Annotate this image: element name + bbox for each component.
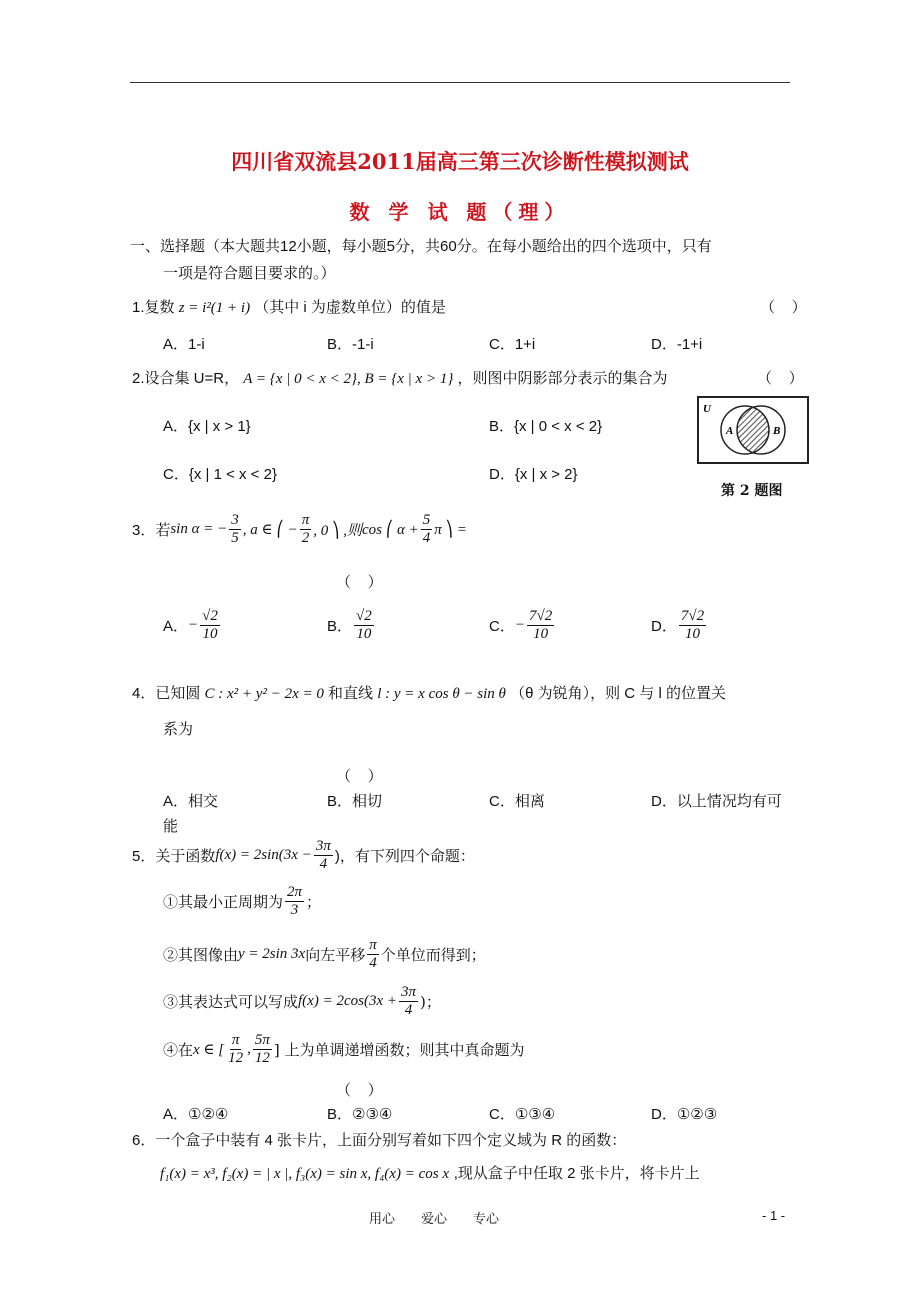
q3-label: 3．若: [132, 521, 171, 539]
q4-option-d-wrap: 能: [163, 818, 179, 835]
q5-frac: [314, 838, 333, 872]
q3-f2-num: π: [301, 512, 310, 528]
q3-d-frac: [679, 608, 706, 642]
q4-text-a: 4．已知圆: [132, 685, 201, 702]
q4-line-expr: l : y = x cos θ − sin θ: [377, 686, 506, 702]
venn-label-u: U: [703, 403, 711, 415]
q3-option-c: [489, 608, 556, 642]
q3-d-num: 7√2: [680, 608, 705, 624]
q5-p3-den: 4: [404, 1001, 413, 1018]
venn-label-a: A: [726, 425, 734, 437]
q5-option-c: C．①③④: [489, 1106, 556, 1123]
q2-tail: ，则图中阴影部分表示的集合为: [457, 370, 668, 387]
q3-f3-num: 5: [422, 512, 431, 528]
q5-p3-frac: [399, 984, 418, 1018]
q2-label: 2.设合集 U=R，: [132, 370, 240, 387]
q3-option-d: [651, 608, 708, 642]
q4-answer-bracket: （ ）: [336, 768, 383, 785]
q1-answer-bracket: （ ）: [760, 299, 807, 316]
q5-tail: )，有下列四个命题：: [334, 847, 475, 865]
q1-option-c: C．1+i: [489, 336, 536, 353]
q5-p1-frac: [285, 884, 304, 918]
q5-p2-den: 4: [369, 954, 377, 971]
q3-end: π ⎞ =: [434, 521, 467, 538]
q5-proposition-1: [163, 884, 321, 918]
q3-c-frac: [527, 608, 554, 642]
q3-frac-5-4: [421, 512, 433, 546]
q4-option-c: C．相离: [489, 793, 545, 810]
q5-proposition-2: [163, 937, 486, 971]
q5-p2-num: π: [369, 937, 377, 953]
q1-option-a: A．1-i: [163, 336, 205, 353]
q2-option-d: D．{x | x > 2}: [489, 466, 578, 483]
q5-p2-frac: [367, 937, 379, 971]
question-3: [132, 512, 467, 546]
q2-option-a: A．{x | x > 1}: [163, 418, 251, 435]
q5-frac-den: 4: [319, 855, 328, 872]
q5-p4-comma: ,: [247, 1040, 251, 1057]
q4-option-a: A．相交: [163, 793, 219, 810]
q5-p4-text-b: ] 上为单调递增函数；则其中真命题为: [273, 1040, 525, 1059]
q2-option-c: C．{x | 1 < x < 2}: [163, 466, 277, 483]
q5-p3-text: ③其表达式可以写成: [163, 992, 299, 1011]
venn-label-b: B: [773, 425, 781, 437]
q4-text-b: 和直线: [328, 685, 374, 702]
q5-p2-text-a: ②其图像由: [163, 945, 239, 964]
q3-cos: cos ⎛ α +: [361, 521, 419, 538]
page-subtitle: 数 学 试 题（理）: [349, 200, 571, 224]
q6-expr: f₁(x) = x³, f₂(x) = | x |, f₃(x) = sin x, f₄(x) = cos x: [160, 1166, 449, 1182]
q3-sin: sin α = −: [170, 520, 228, 537]
q5-p3-num: 3π: [400, 984, 416, 1000]
q3-a-den: 10: [202, 625, 218, 642]
q3-a-label: A．: [163, 617, 189, 635]
q5-option-d: D．①②③: [651, 1106, 718, 1123]
q3-d-den: 10: [684, 625, 700, 642]
q5-p4-expr: x ∈ [: [193, 1041, 225, 1058]
q3-frac-pi-2: [300, 512, 312, 546]
q3-a-frac: [200, 608, 220, 642]
q5-p2-text-c: 个单位而得到；: [380, 945, 486, 964]
q5-p2-expr: y = 2sin 3x: [238, 945, 306, 962]
q5-label: 5．关于函数: [132, 847, 216, 865]
q1-note: （其中 i 为虚数单位）的值是: [254, 299, 446, 316]
q5-p1-end: ；: [306, 892, 322, 911]
q4-option-d: D．以上情况均有可: [651, 793, 782, 810]
q5-p1-text: ①其最小正周期为: [163, 892, 284, 911]
q5-frac-num: 3π: [315, 838, 331, 854]
venn-caption: 第 2 题图: [721, 483, 783, 499]
q5-answer-bracket: （ ）: [336, 1082, 383, 1099]
q5-p4-frac1: [226, 1032, 245, 1066]
q5-expr: f(x) = 2sin(3x −: [215, 846, 312, 863]
q3-f1-den: 5: [231, 529, 239, 546]
q3-b-label: B．: [327, 617, 353, 635]
q3-option-b: [327, 608, 376, 642]
venn-diagram: [697, 396, 809, 464]
page-number: - 1 -: [762, 1208, 786, 1223]
q3-a-sign: −: [188, 616, 199, 633]
q5-option-b: B．②③④: [327, 1106, 393, 1123]
q5-p4-den2: 12: [254, 1049, 270, 1066]
q1-option-d: D．-1+i: [651, 336, 703, 353]
q5-p1-den: 3: [290, 901, 299, 918]
q3-b-num: √2: [356, 608, 372, 624]
q6-line2: [160, 1162, 700, 1183]
q5-p4-num2: 5π: [254, 1032, 270, 1048]
q4-circle-expr: C : x² + y² − 2x = 0: [204, 686, 324, 702]
section-heading-cont: 一项是符合题目要求的。）: [163, 265, 336, 282]
q5-p4-den1: 12: [228, 1049, 244, 1066]
question-4: [132, 682, 726, 703]
q5-proposition-4: [163, 1032, 525, 1066]
q1-option-b: B．-1-i: [327, 336, 374, 353]
q1-label: 1.复数: [132, 299, 175, 316]
header-rule: [130, 82, 790, 83]
q4-line2: 系为: [163, 721, 194, 738]
q3-d-label: D．: [651, 617, 677, 635]
q2-expr: A = {x | 0 < x < 2}, B = {x | x > 1}: [243, 371, 454, 387]
q5-p1-num: 2π: [287, 884, 303, 900]
q3-a-num: √2: [202, 608, 218, 624]
q1-expr: z = i²(1 + i): [178, 300, 251, 316]
q5-option-a: A．①②④: [163, 1106, 229, 1123]
q3-mid: , a ∈ ⎛ −: [242, 521, 298, 538]
q5-proposition-3: [163, 984, 441, 1018]
q3-option-a: [163, 608, 222, 642]
q3-f2-den: 2: [301, 529, 310, 546]
q3-b-frac: [354, 608, 374, 642]
section-heading: 一、选择题（本大题共12小题，每小题5分，共60分。在每小题给出的四个选项中，只有: [130, 238, 712, 255]
q3-c-sign: −: [514, 616, 525, 633]
q5-p4-text-a: ④在: [163, 1040, 194, 1059]
venn-svg: [699, 398, 807, 462]
q6-tail: ,现从盒子中任取 2 张卡片，将卡片上: [453, 1165, 700, 1182]
q5-p3-expr: f(x) = 2cos(3x +: [298, 992, 397, 1009]
q5-p3-end: )；: [420, 992, 441, 1011]
q3-c-label: C．: [489, 617, 515, 635]
q4-option-b: B．相切: [327, 793, 383, 810]
q3-frac-3-5: [229, 512, 241, 546]
q3-b-den: 10: [356, 625, 372, 642]
q3-mid2: , 0 ⎞ ,则: [313, 522, 362, 539]
question-1: [132, 296, 446, 317]
page-title: 四川省双流县2011届高三第三次诊断性模拟测试: [231, 149, 689, 174]
q3-c-num: 7√2: [528, 608, 553, 624]
q2-answer-bracket: （ ）: [757, 370, 804, 387]
q3-f3-den: 4: [422, 529, 431, 546]
question-6: 6．一个盒子中装有 4 张卡片，上面分别写着如下四个定义域为 R 的函数：: [132, 1132, 627, 1149]
question-2: [132, 367, 668, 388]
q3-f1-num: 3: [231, 512, 239, 528]
footer-motto: 用心 爱心 专心: [369, 1212, 500, 1227]
q5-p4-num1: π: [231, 1032, 240, 1048]
q2-option-b: B．{x | 0 < x < 2}: [489, 418, 603, 435]
q5-p2-text-b: 向左平移: [305, 945, 366, 964]
q4-text-c: （θ 为锐角），则 C 与 l 的位置关: [510, 685, 726, 702]
q3-c-den: 10: [533, 625, 549, 642]
question-5: [132, 838, 475, 872]
q3-answer-bracket: （ ）: [336, 574, 383, 591]
q5-p4-frac2: [253, 1032, 272, 1066]
